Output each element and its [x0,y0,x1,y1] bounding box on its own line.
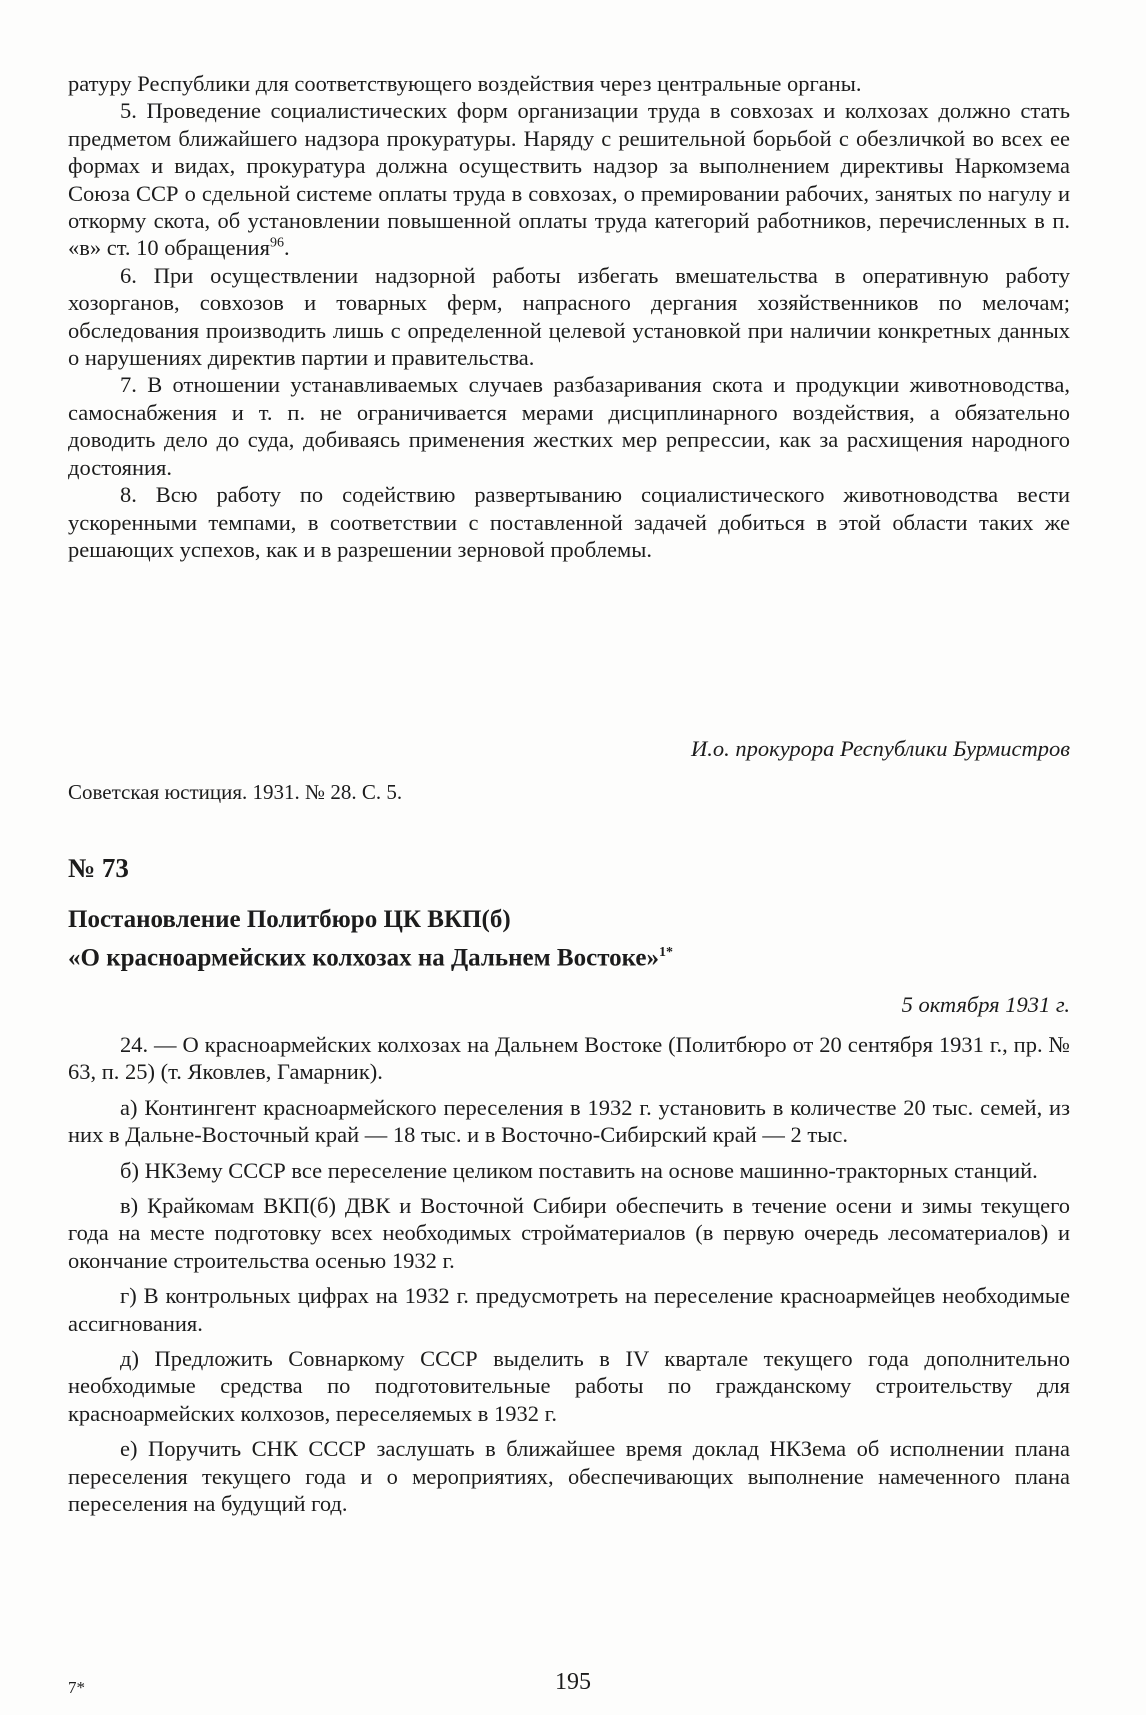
signature-mark: 7* [68,1678,85,1697]
decree-text-block [68,1031,1070,1518]
decree-item-b: б) НКЗему СССР все переселение целиком поставить на основе машинно-тракторных станций. [120,1157,1038,1183]
continuation-paragraph: ратуру Республики для соответствующего воздействия через центральные органы. [68,71,862,96]
title-footnote-ref: 1* [659,945,674,960]
document-title-line-1: Постановление Политбюро ЦК ВКП(б) [68,906,511,933]
document-title-line-2-text: «О красноармейских колхозах на Дальнем Востоке» [68,944,660,972]
paragraph-6: 6. При осуществлении надзорной работы избегать вмешательства в оперативную работу хозорганов, совхозов и товарных ферм, напрасного дергания хозяйственников по мелочам; обследования производить лишь с определенной целевой установкой при наличии конкретных данных о нарушениях директив партии и правительства. [68,262,1070,371]
document-number: № 73 [68,853,129,883]
decree-item-d: г) В контрольных цифрах на 1932 г. предусмотреть на переселение красноармейцев необходимые ассигнования. [68,1283,1070,1336]
document-date: 5 октября 1931 г. [901,992,1070,1017]
decree-item-e: д) Предложить Совнаркому СССР выделить в IV квартале текущего года дополнительно необходимые средства по подготовительные работы по гражданскому строительству для красноармейских колхозов, переселяемых в 1932 г. [68,1346,1070,1426]
decree-item-f: е) Поручить СНК СССР заслушать в ближайшее время доклад НКЗема об исполнении плана переселения текущего года и о мероприятиях, обеспечивающих выполнение намеченного плана переселения на будущий год. [68,1436,1070,1517]
paragraph-8: 8. Всю работу по содействию развертыванию социалистического животноводства вести ускоренными темпами, в соответствии с поставленной задачей добиться в этой области таких же решающих успехов, как и в разрешении зерновой проблемы. [68,482,1070,562]
footnote-ref-96: 96 [269,235,284,251]
paragraph-5-text: 5. Проведение социалистических форм организации труда в совхозах и колхозах должно стать предметом ближайшего надзора прокуратуры. Наряду с решительной борьбой с обезличкой во всех ее формах и видах, прокуратура должна осуществить надзор за выполнением директивы Наркомзема Союза ССР о сдельной системе оплаты труда в совхозах, о премировании рабочих, занятых по нагулу и откорму скота, об установлении повышенной оплаты труда категорий работников, перечисленных в п. «в» ст. 10 обращения [68,98,1070,261]
document-title-line-2 [68,936,1070,974]
decree-item-c: в) Крайкомам ВКП(б) ДВК и Восточной Сибири обеспечить в течение осени и зимы текущего года на месте подготовку всех необходимых стройматериалов (в первую очередь лесоматериалов) и окончание строительства осенью 1932 г. [68,1193,1070,1273]
decree-item-a: а) Контингент красноармейского переселения в 1932 г. установить в количестве 20 тыс. семей, из них в Дальне-Восточный край — 18 тыс. и в Восточно-Сибирский край — 2 тыс. [68,1094,1070,1148]
document-title [68,903,1070,974]
signature: И.о. прокурора Республики Бурмистров [691,736,1070,761]
source-citation: Советская юстиция. 1931. № 28. С. 5. [68,780,403,804]
top-text-block [68,70,1070,563]
paragraph-5-end: . [283,235,290,261]
paragraph-7: 7. В отношении устанавливаемых случаев разбазаривания скота и продукции животноводства, самоснабжения и т. п. не ограничивается мерами дисциплинарного воздействия, а обязательно доводить дело до суда, добиваясь применения жестких мер репрессии, как за расхищения народного достояния. [68,372,1070,480]
paragraph-5 [68,97,1070,261]
page-number: 195 [555,1669,591,1695]
decree-intro: 24. — О красноармейских колхозах на Дальнем Востоке (Политбюро от 20 сентября 1931 г., пр. № 63, п. 25) (т. Яковлев, Гамарник). [68,1032,1070,1085]
